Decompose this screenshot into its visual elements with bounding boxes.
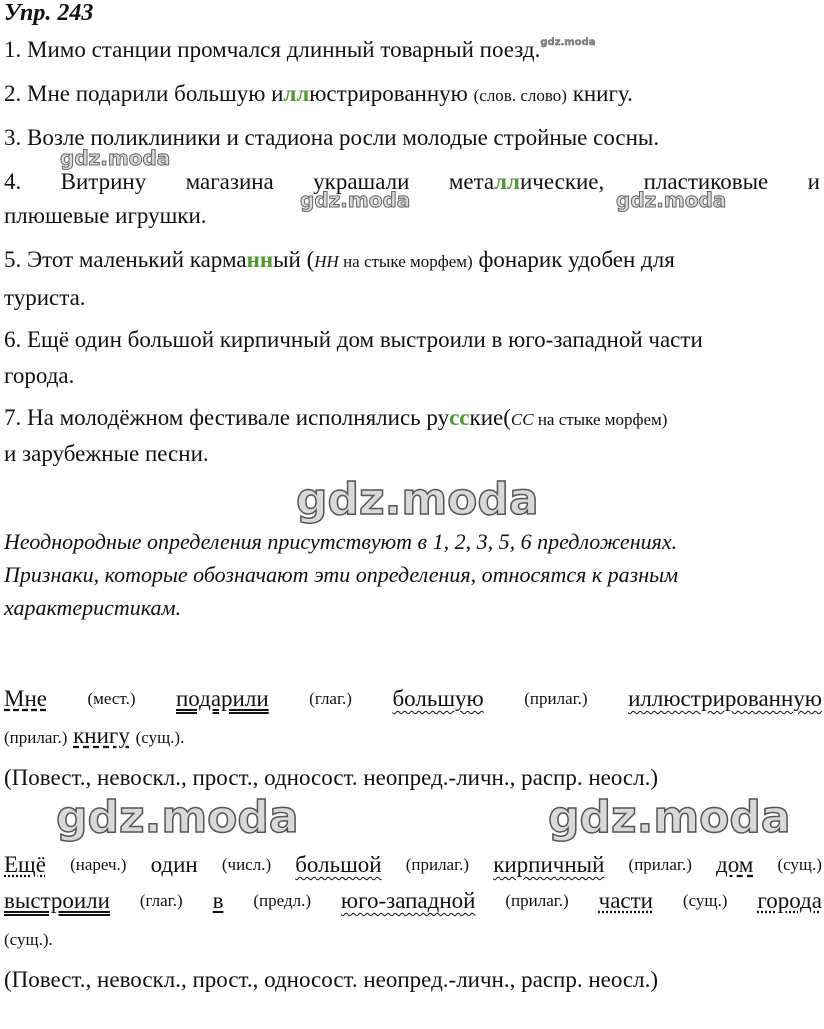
sentence-4-meta-a: мета: [448, 169, 495, 194]
conclusion: [4, 525, 824, 624]
analysis-word: Ещё: [4, 852, 46, 877]
conclusion-line-1: Неоднородные определения присутствуют в 1, 2, 3, 5, 6 предложениях.: [4, 529, 678, 554]
watermark-mid: gdz.moda: [300, 188, 411, 212]
analysis-word: кирпичный: [493, 852, 605, 877]
sentence-1-text: 1. Мимо станции промчался длинный товарный поезд.: [4, 37, 541, 62]
sentence-4-word: пластиковые: [643, 169, 769, 194]
analysis-2-line-1: [4, 850, 822, 880]
analysis-2-line-2: [4, 886, 822, 916]
analysis-tag: (сущ.).: [135, 728, 185, 747]
sentence-7-part-a: 7. На молодёжном фестивале исполнялись ру: [4, 405, 450, 430]
analysis-tag: (прилаг.): [4, 728, 68, 747]
analysis-word: Мне: [4, 686, 47, 711]
analysis-1-line-2: [4, 722, 184, 751]
analysis-2-line-3: [4, 924, 53, 953]
sentence-1: [4, 36, 596, 68]
sentence-7: [4, 404, 667, 433]
conclusion-line-3: характеристикам.: [4, 595, 182, 620]
sentence-7-highlight: сс: [449, 405, 470, 430]
analysis-tag: (глаг.): [139, 891, 183, 910]
sentence-2: [4, 80, 633, 109]
analysis-1-line-1: [4, 684, 822, 714]
exercise-title: Упр. 243: [4, 0, 94, 26]
analysis-tag: (мест.): [87, 689, 136, 708]
analysis-word: в: [212, 888, 224, 913]
sentence-2-highlight: лл: [283, 81, 310, 106]
analysis-word: иллюстрированную: [628, 686, 822, 711]
analysis-tag: (глаг.): [309, 689, 352, 708]
sentence-4-word: и: [807, 169, 820, 194]
watermark-big: gdz.moda: [296, 474, 539, 525]
analysis-1-summary: (Повест., невоскл., прост., односост. неопред.-личн., распр. неосл.): [4, 765, 659, 790]
sentence-4-word: украшали: [313, 169, 410, 194]
analysis-tag: (прилаг.): [524, 689, 588, 708]
sentence-5-highlight: нн: [246, 247, 274, 272]
sentence-5: [4, 246, 675, 275]
sentence-6-line-2: города.: [4, 363, 75, 388]
sentence-5-note-text: на стыке морфем): [338, 252, 473, 271]
conclusion-line-2: Признаки, которые обозначают эти определения, относятся к разным: [4, 562, 679, 587]
sentence-4-meta-b: ические,: [519, 169, 605, 194]
analysis-tag: (сущ.).: [4, 930, 53, 949]
analysis-word: части: [598, 888, 653, 913]
watermark-mid: gdz.moda: [60, 146, 171, 170]
sentence-4-line-2: плюшевые игрушки.: [4, 203, 207, 228]
sentence-5-part-c: фонарик удобен для: [472, 247, 675, 272]
analysis-tag: (прилаг.): [628, 855, 692, 874]
sentence-5-note: [314, 252, 472, 271]
analysis-word: книгу: [73, 723, 130, 748]
sentence-7-note: [511, 410, 668, 429]
sentence-2-note: (слов. слово): [473, 86, 567, 105]
analysis-word: выстроили: [4, 888, 110, 913]
watermark-tiny: gdz.moda: [540, 37, 596, 48]
analysis-word: подарили: [176, 686, 269, 711]
sentence-5-line-2: туриста.: [4, 285, 86, 310]
analysis-tag: (сущ.): [682, 891, 728, 910]
sentence-3: 3. Возле поликлиники и стадиона росли молодые стройные сосны.: [4, 125, 660, 150]
sentence-5-part-b: ый (: [273, 247, 315, 272]
sentence-7-note-text: на стыке морфем): [533, 410, 668, 429]
analysis-tag: (числ.): [221, 855, 272, 874]
sentence-7-part-b: кие(: [469, 405, 511, 430]
sentence-4-word: 4.: [4, 169, 22, 194]
watermark-mid: gdz.moda: [616, 188, 727, 212]
analysis-word: дом: [716, 852, 754, 877]
analysis-tag: (прилаг.): [505, 891, 569, 910]
analysis-2-summary: (Повест., невоскл., прост., односост. неопред.-личн., распр. неосл.): [4, 967, 659, 992]
analysis-tag: (предл.): [253, 891, 311, 910]
watermark-big: gdz.moda: [548, 792, 791, 843]
sentence-2-part-b: юстрированную: [309, 81, 468, 106]
analysis-tag: (прилаг.): [405, 855, 470, 874]
sentence-6: 6. Ещё один большой кирпичный дом выстроили в юго-западной части: [4, 327, 703, 352]
sentence-4-word: Витрину: [60, 169, 147, 194]
watermark-big: gdz.moda: [56, 792, 299, 843]
sentence-5-part-a: 5. Этот маленький карма: [4, 247, 247, 272]
sentence-4-word: магазина: [185, 169, 274, 194]
analysis-tag: (сущ.): [777, 855, 822, 874]
sentence-4-highlight: лл: [494, 169, 520, 194]
sentence-4-word-highlighted: [449, 168, 604, 195]
analysis-tag: (нареч.): [70, 855, 127, 874]
analysis-word: города: [757, 888, 822, 913]
sentence-7-note-italic: СС: [510, 410, 534, 429]
analysis-word: один: [150, 852, 198, 877]
sentence-5-note-italic: НН: [314, 252, 339, 271]
analysis-word: большой: [295, 852, 382, 877]
sentence-2-part-c: книгу.: [572, 81, 633, 106]
sentence-7-line-2: и зарубежные песни.: [4, 441, 209, 466]
analysis-word: юго-западной: [340, 888, 476, 913]
analysis-word: большую: [392, 686, 484, 711]
sentence-2-part-a: 2. Мне подарили большую и: [4, 81, 284, 106]
